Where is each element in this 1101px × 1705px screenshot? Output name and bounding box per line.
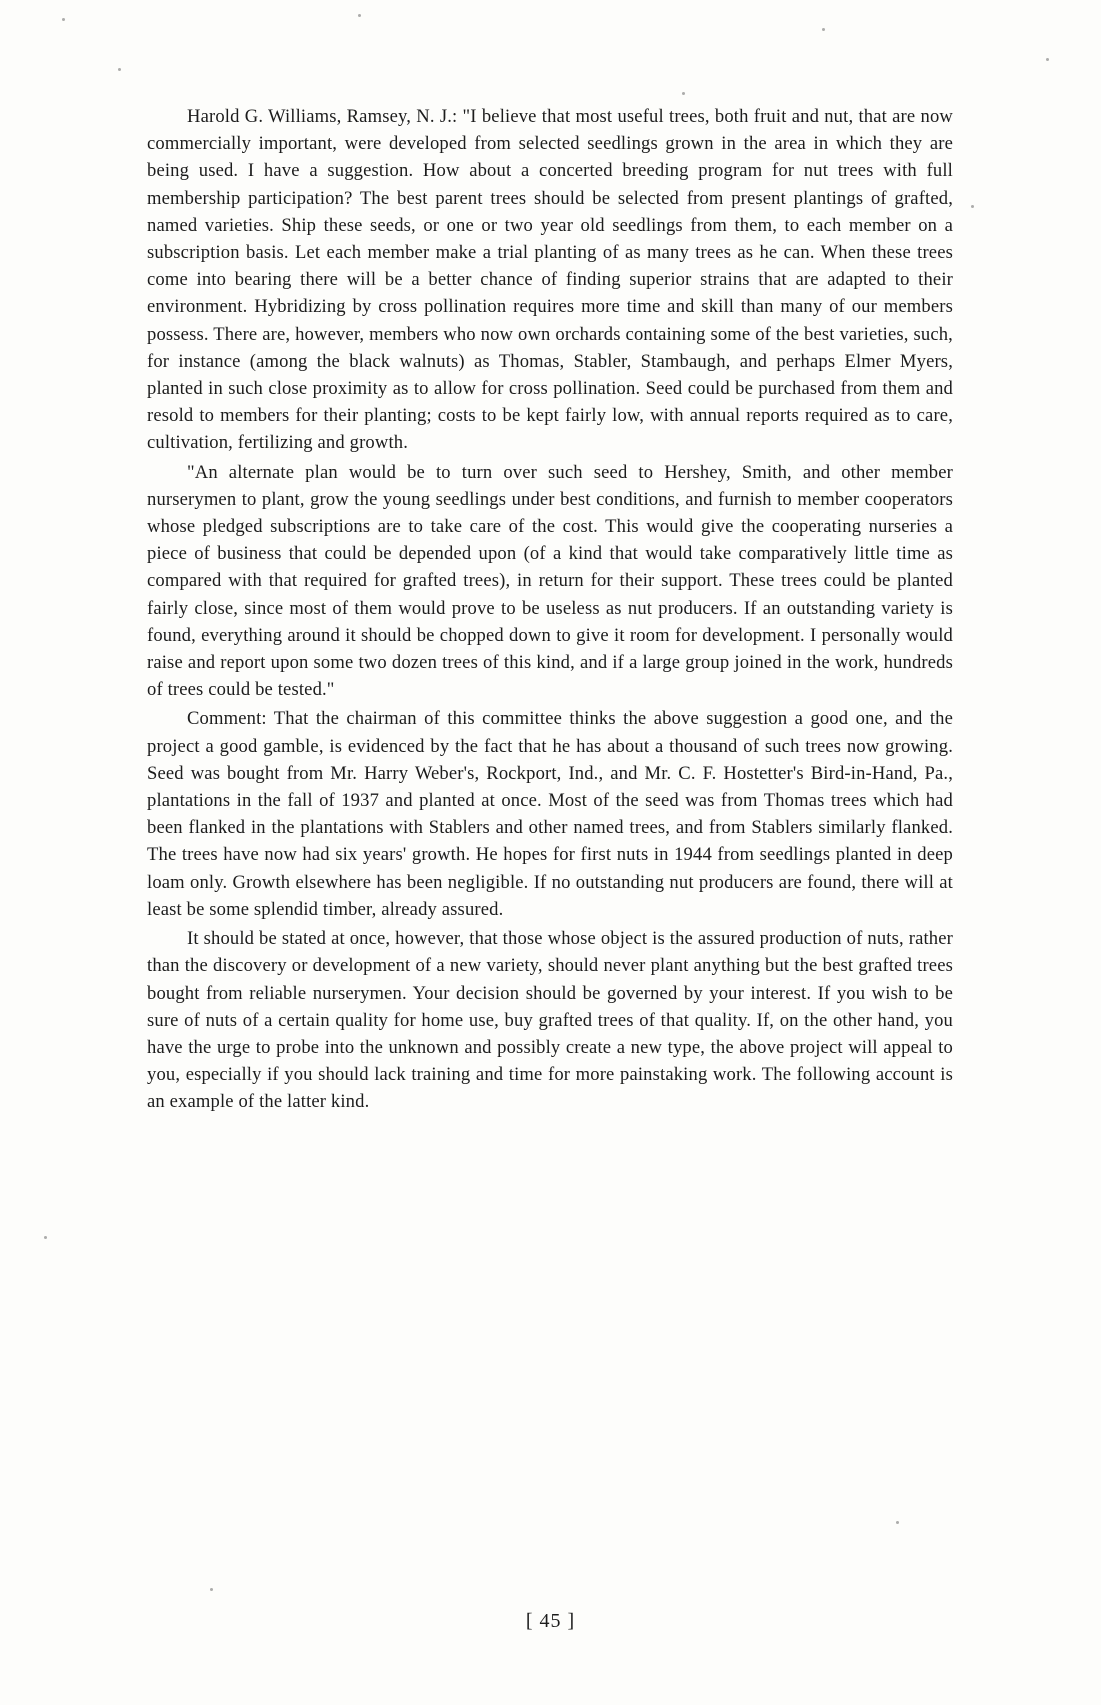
scan-speck: [822, 28, 825, 31]
body-text: [147, 103, 953, 1116]
paragraph-alternate-plan: "An alternate plan would be to turn over such seed to Hershey, Smith, and other member nurserymen to plant, grow the young seedlings under best conditions, and furnish to member cooperators whose pledged subscriptions are to take care of the cost. This would give the cooperating nurseries a piece of business that could be depended upon (of a kind that would take comparatively little time as compared with that required for grafted trees), in return for their support. These trees could be planted fairly close, since most of them would prove to be useless as nut producers. If an outstanding variety is found, everything around it should be chopped down to give it room for development. I personally would raise and report upon some two dozen trees of this kind, and if a large group joined in the work, hundreds of trees could be tested.": [147, 461, 953, 701]
scan-speck: [971, 205, 974, 208]
scan-speck: [210, 1588, 213, 1591]
scan-speck: [62, 18, 65, 21]
scan-speck: [896, 1521, 899, 1524]
scan-speck: [682, 92, 685, 95]
scan-speck: [44, 1236, 47, 1239]
paragraph-comment: Comment: That the chairman of this committee thinks the above suggestion a good one, and the project a good gamble, is evidenced by the fact that he has about a thousand of such trees now growing. Seed was bought from Mr. Harry Weber's, Rockport, Ind., and Mr. C. F. Hostetter's Bird-in-Hand, Pa., plantations in the fall of 1937 and planted at once. Most of the seed was from Thomas trees which had been flanked in the plantations with Stablers and other named trees, and from Stablers similarly flanked. The trees have now had six years' growth. He hopes for first nuts in 1944 from seedlings planted in deep loam only. Growth elsewhere has been negligible. If no outstanding nut producers are found, there will at least be some splendid timber, already assured.: [147, 708, 953, 920]
paragraph-williams-letter: Harold G. Williams, Ramsey, N. J.: "I believe that most useful trees, both fruit and nut, that are now commercially important, were developed from selected seedlings grown in the area in which they are being used. I have a suggestion. How about a concerted breeding program for nut trees with full membership participation? The best parent trees should be selected from present plantings of grafted, named varieties. Ship these seeds, or one or two year old seedlings from them, to each member on a subscription basis. Let each member make a trial planting of as many trees as he can. When these trees come into bearing there will be a better chance of finding superior strains that are adapted to their environment. Hybridizing by cross pollination requires more time and skill than many of our members possess. There are, however, members who now own orchards containing some of the best varieties, such, for instance (among the black walnuts) as Thomas, Stabler, Stambaugh, and perhaps Elmer Myers, planted in such close proximity as to allow for cross pollination. Seed could be purchased from them and resold to members for their planting; costs to be kept fairly low, with annual reports required as to care, cultivation, fertilizing and growth.: [147, 106, 953, 454]
scan-speck: [118, 68, 121, 71]
page-number: [ 45 ]: [525, 1610, 576, 1632]
paragraph-grafted-trees-advice: It should be stated at once, however, that those whose object is the assured production of nuts, rather than the discovery or development of a new variety, should never plant anything but the best grafted trees bought from reliable nurserymen. Your decision should be governed by your interest. If you wish to be sure of nuts of a certain quality for home use, buy grafted trees of that quality. If, on the other hand, you have the urge to probe into the unknown and possibly create a new type, the above project will appeal to you, especially if you should lack training and time for more painstaking work. The following account is an example of the latter kind.: [147, 928, 953, 1113]
scan-speck: [1046, 58, 1049, 61]
scan-speck: [358, 14, 361, 17]
